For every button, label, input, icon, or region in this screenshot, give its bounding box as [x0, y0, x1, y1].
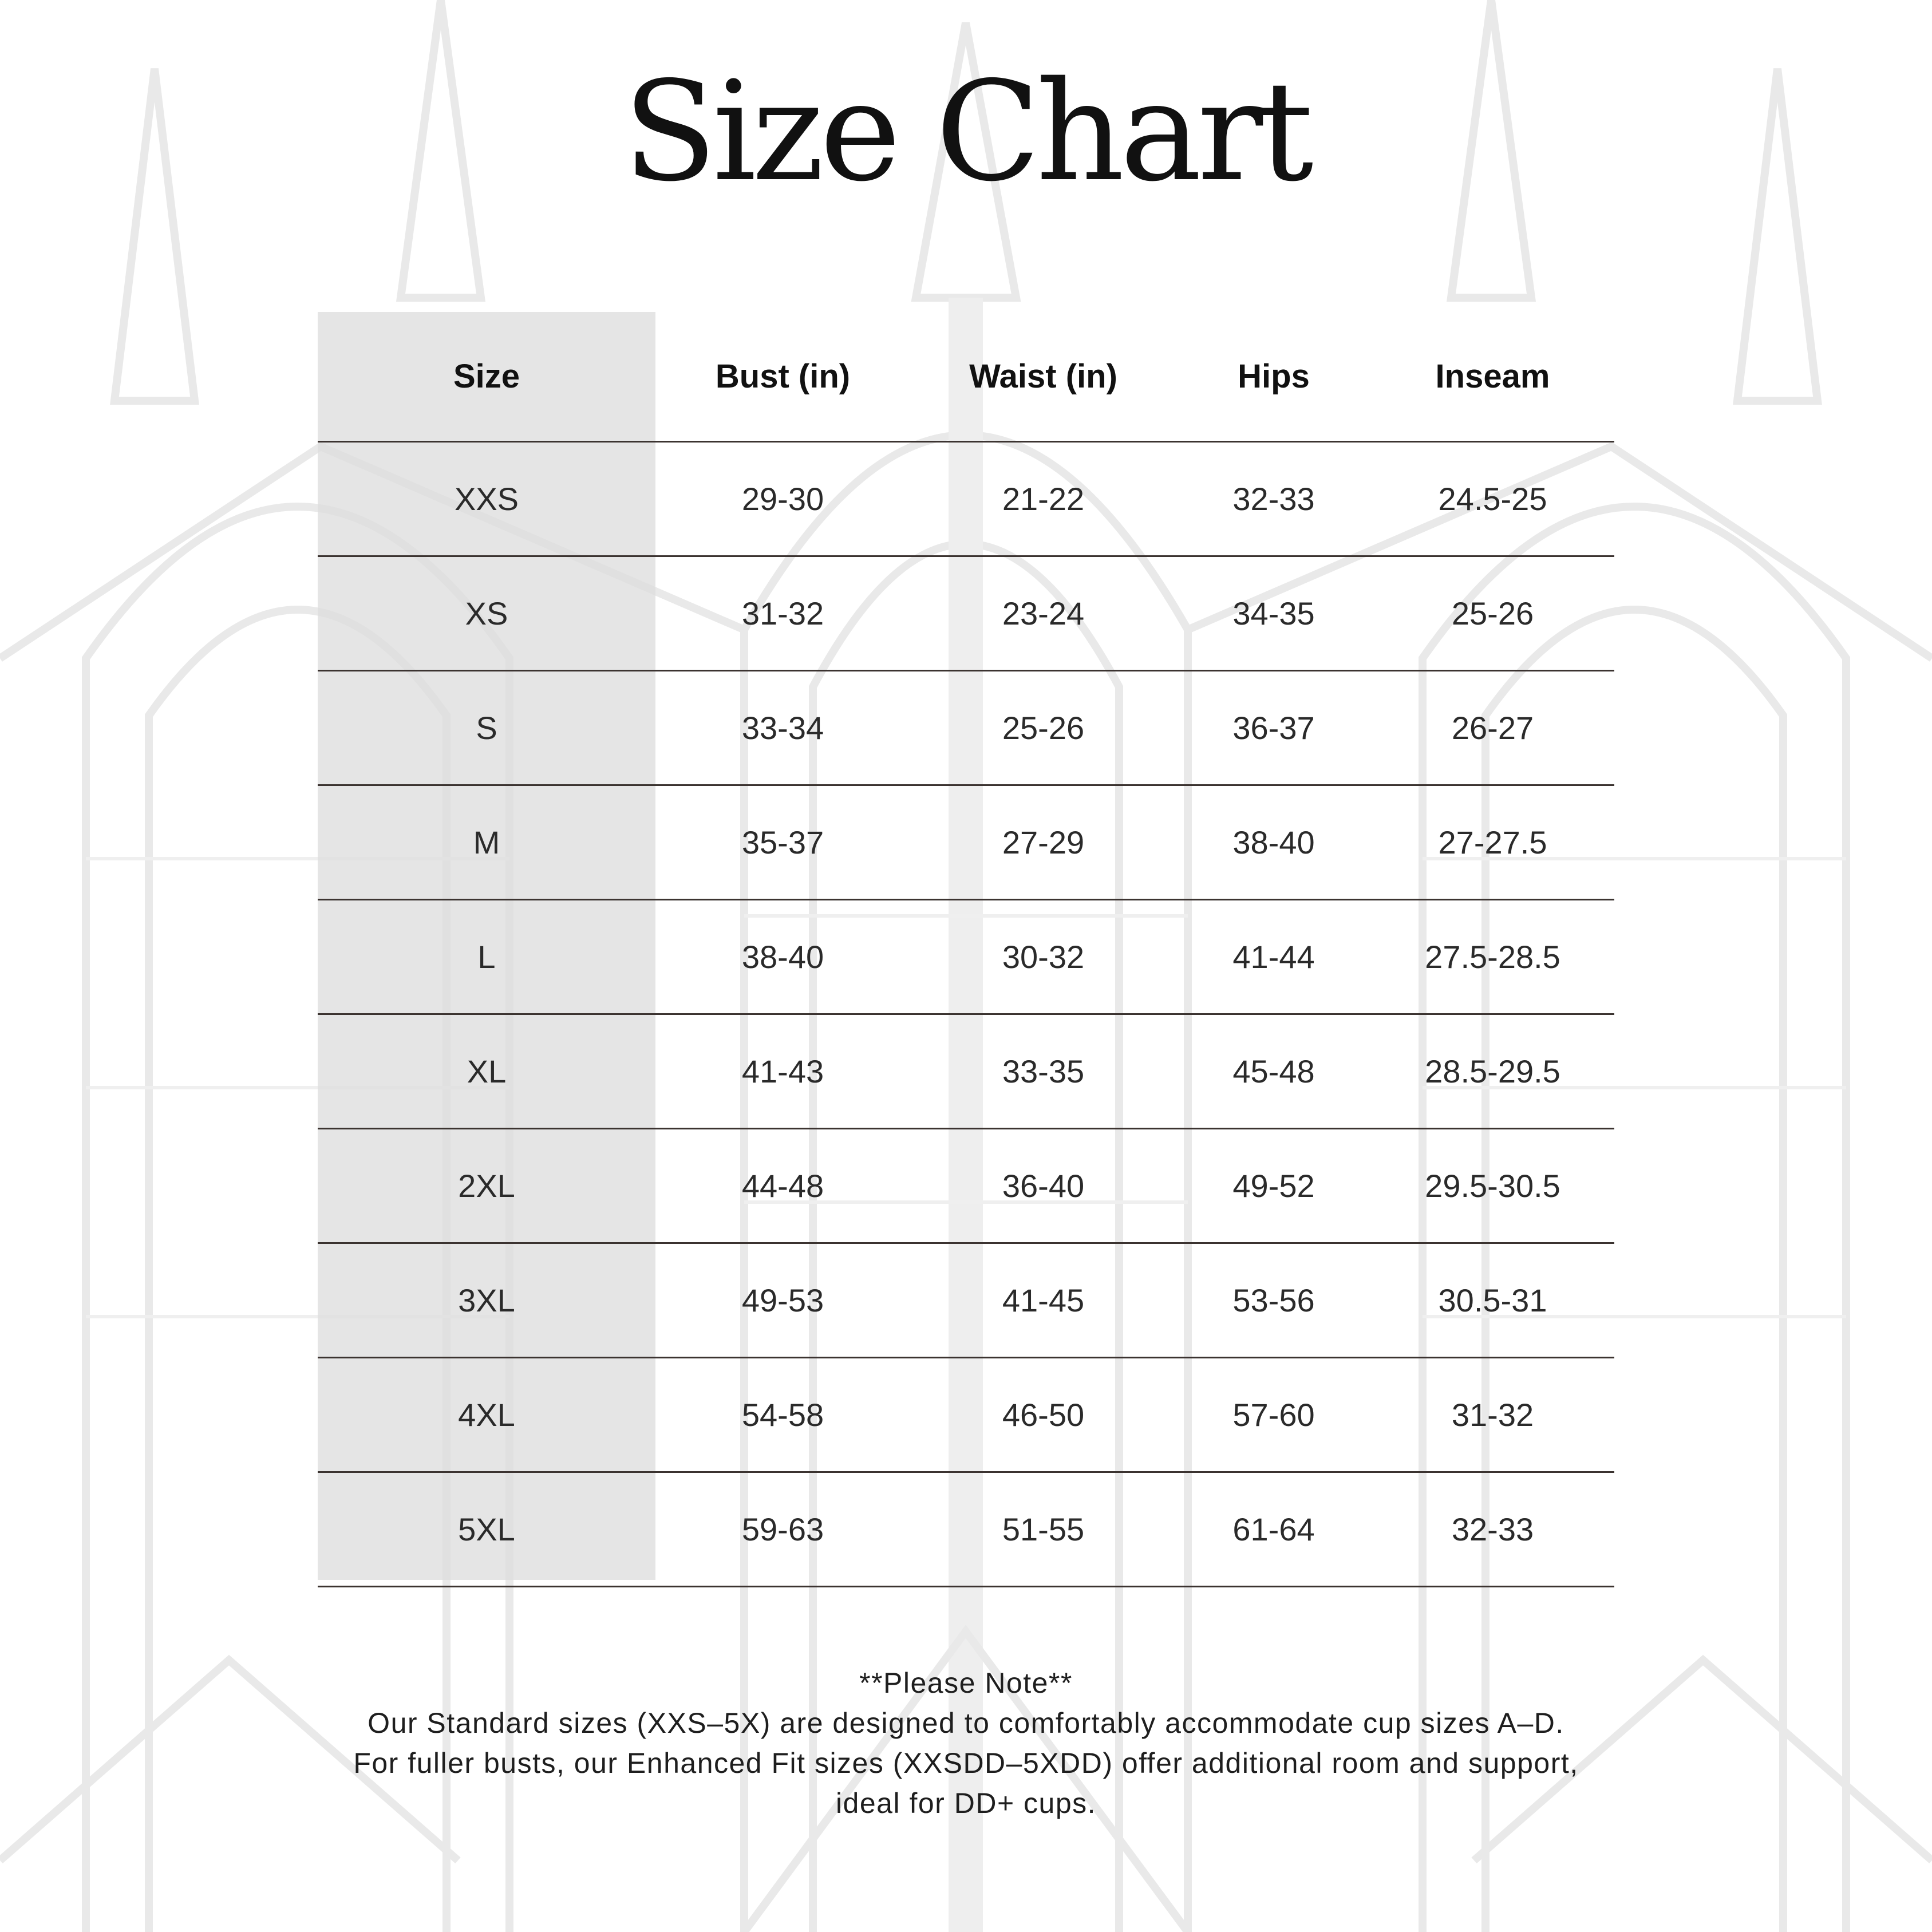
waist-cell: 51-55 [1002, 1511, 1085, 1547]
table-row [318, 786, 1614, 900]
inseam-cell: 28.5-29.5 [1425, 1053, 1560, 1089]
bust-cell: 31-32 [741, 595, 824, 631]
size-cell: 4XL [458, 1397, 515, 1433]
hips-cell: 49-52 [1232, 1168, 1315, 1204]
bust-cell: 38-40 [741, 939, 824, 975]
size-cell: XS [465, 595, 508, 631]
inseam-cell: 27.5-28.5 [1425, 939, 1560, 975]
note-line-standard-sizes: Our Standard sizes (XXS–5X) are designed to comfortably accommodate cup sizes A–D. [368, 1707, 1564, 1739]
inseam-cell: 27-27.5 [1438, 824, 1547, 860]
waist-cell: 23-24 [1002, 595, 1085, 631]
bust-cell: 41-43 [741, 1053, 824, 1089]
waist-cell: 36-40 [1002, 1168, 1085, 1204]
inseam-cell: 29.5-30.5 [1425, 1168, 1560, 1204]
size-cell: 2XL [458, 1168, 515, 1204]
waist-cell: 27-29 [1002, 824, 1085, 860]
size-cell: 3XL [458, 1282, 515, 1318]
table-row [318, 1244, 1614, 1358]
table-row [318, 1129, 1614, 1244]
inseam-cell: 25-26 [1451, 595, 1534, 631]
size-cell: S [476, 710, 497, 746]
note-line-enhanced-fit: For fuller busts, our Enhanced Fit sizes (XXSDD–5XDD) offer additional room and support, [353, 1747, 1579, 1779]
hips-cell: 61-64 [1232, 1511, 1315, 1547]
waist-cell: 21-22 [1002, 481, 1085, 517]
bust-cell: 44-48 [741, 1168, 824, 1204]
size-cell: 5XL [458, 1511, 515, 1547]
bust-cell: 35-37 [741, 824, 824, 860]
table-row [318, 442, 1614, 557]
waist-cell: 46-50 [1002, 1397, 1085, 1433]
hips-cell: 34-35 [1232, 595, 1315, 631]
hips-cell: 38-40 [1232, 824, 1315, 860]
page-title: Size Chart [623, 52, 1309, 212]
table-row [318, 557, 1614, 671]
waist-cell: 41-45 [1002, 1282, 1085, 1318]
inseam-cell: 24.5-25 [1438, 481, 1547, 517]
inseam-cell: 31-32 [1451, 1397, 1534, 1433]
hips-cell: 57-60 [1232, 1397, 1315, 1433]
waist-cell: 25-26 [1002, 710, 1085, 746]
header-size: Size [453, 358, 520, 395]
table-header-row [318, 312, 1614, 442]
hips-cell: 32-33 [1232, 481, 1315, 517]
size-table [318, 312, 1614, 1587]
bust-cell: 29-30 [741, 481, 824, 517]
inseam-cell: 26-27 [1451, 710, 1534, 746]
hips-cell: 53-56 [1232, 1282, 1315, 1318]
size-cell: M [473, 824, 500, 860]
size-cell: XL [467, 1053, 507, 1089]
table-row [318, 900, 1614, 1015]
inseam-cell: 32-33 [1451, 1511, 1534, 1547]
table-row [318, 1015, 1614, 1129]
fit-note [229, 1663, 1703, 1823]
size-cell: L [477, 939, 496, 975]
header-waist: Waist (in) [969, 358, 1117, 395]
waist-cell: 30-32 [1002, 939, 1085, 975]
header-inseam: Inseam [1435, 358, 1550, 395]
header-bust: Bust (in) [715, 358, 851, 395]
hips-cell: 36-37 [1232, 710, 1315, 746]
table-row [318, 1473, 1614, 1587]
note-line-dd-cups: ideal for DD+ cups. [835, 1787, 1097, 1819]
bust-cell: 59-63 [741, 1511, 824, 1547]
bust-cell: 49-53 [741, 1282, 824, 1318]
hips-cell: 41-44 [1232, 939, 1315, 975]
note-heading: **Please Note** [859, 1667, 1073, 1699]
bust-cell: 54-58 [741, 1397, 824, 1433]
hips-cell: 45-48 [1232, 1053, 1315, 1089]
table-row [318, 1358, 1614, 1473]
bust-cell: 33-34 [741, 710, 824, 746]
header-hips: Hips [1238, 358, 1310, 395]
inseam-cell: 30.5-31 [1438, 1282, 1547, 1318]
waist-cell: 33-35 [1002, 1053, 1085, 1089]
size-cell: XXS [454, 481, 519, 517]
table-row [318, 671, 1614, 786]
